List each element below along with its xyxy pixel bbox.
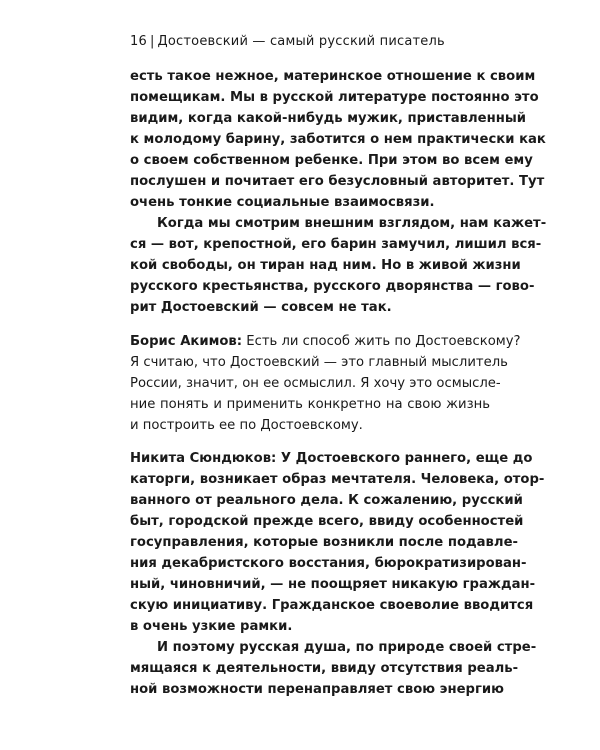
text-line: госуправления, которые возникли после подавле- (130, 535, 518, 550)
text-line: ванного от реального дела. К сожалению, русский (130, 493, 523, 508)
running-title: Достоевский — самый русский писатель (157, 34, 445, 49)
text-line: ния декабристского восстания, бюрократизирован- (130, 556, 527, 571)
text-line: мящаяся к деятельности, ввиду отсутствия реаль- (130, 661, 519, 676)
text-line: есть такое нежное, материнское отношение к своим (130, 69, 536, 84)
text-line: ной возможности перенаправляет свою энергию (130, 682, 504, 697)
text-line: в очень узкие рамки. (130, 619, 293, 634)
text-line: видим, когда какой-нибудь мужик, приставленный (130, 111, 526, 126)
text-line: к молодому барину, заботится о нем практически как (130, 132, 546, 147)
text-line: ный, чиновничий, — не поощряет никакую граждан- (130, 577, 536, 592)
text-line: русского крестьянства, русского дворянства — гово- (130, 279, 535, 294)
text-line: каторги, возникает образ мечтателя. Человека, отор- (130, 472, 545, 487)
text-line: ся — вот, крепостной, его барин замучил, лишил вся- (130, 237, 542, 252)
text-line: Я считаю, что Достоевский — это главный мыслитель (130, 355, 508, 370)
text-line: послушен и почитает его безусловный авторитет. Тут (130, 174, 545, 189)
text-fragment: Есть ли способ жить по Достоевскому? (242, 334, 521, 349)
text-line: быт, городской прежде всего, ввиду особенностей (130, 514, 524, 529)
text-line: России, значит, он ее осмыслил. Я хочу это осмысле- (130, 376, 501, 391)
text-line: кой свободы, он тиран над ним. Но в живой жизни (130, 258, 521, 273)
text-line: ние понять и применить конкретно на свою жизнь (130, 397, 490, 412)
text-line (130, 331, 521, 352)
text-fragment: У Достоевского раннего, еще до (276, 451, 533, 466)
running-header (130, 34, 445, 49)
text-line: о своем собственном ребенке. При этом во всем ему (130, 153, 533, 168)
header-separator: | (149, 34, 155, 49)
text-line (130, 448, 533, 469)
text-line: Когда мы смотрим внешним взглядом, нам кажет- (157, 216, 547, 231)
text-line: помещикам. Мы в русской литературе постоянно это (130, 90, 539, 105)
speaker-name: Борис Акимов: (130, 334, 243, 349)
text-line: и построить ее по Достоевскому. (130, 418, 363, 433)
text-line: И поэтому русская душа, по природе своей стре- (157, 640, 537, 655)
page-number: 16 (130, 34, 147, 49)
text-line: рит Достоевский — совсем не так. (130, 300, 392, 315)
text-line: очень тонкие социальные взаимосвязи. (130, 195, 435, 210)
speaker-name: Никита Сюндюков: (130, 451, 277, 466)
text-line: скую инициативу. Гражданское своеволие вводится (130, 598, 534, 613)
